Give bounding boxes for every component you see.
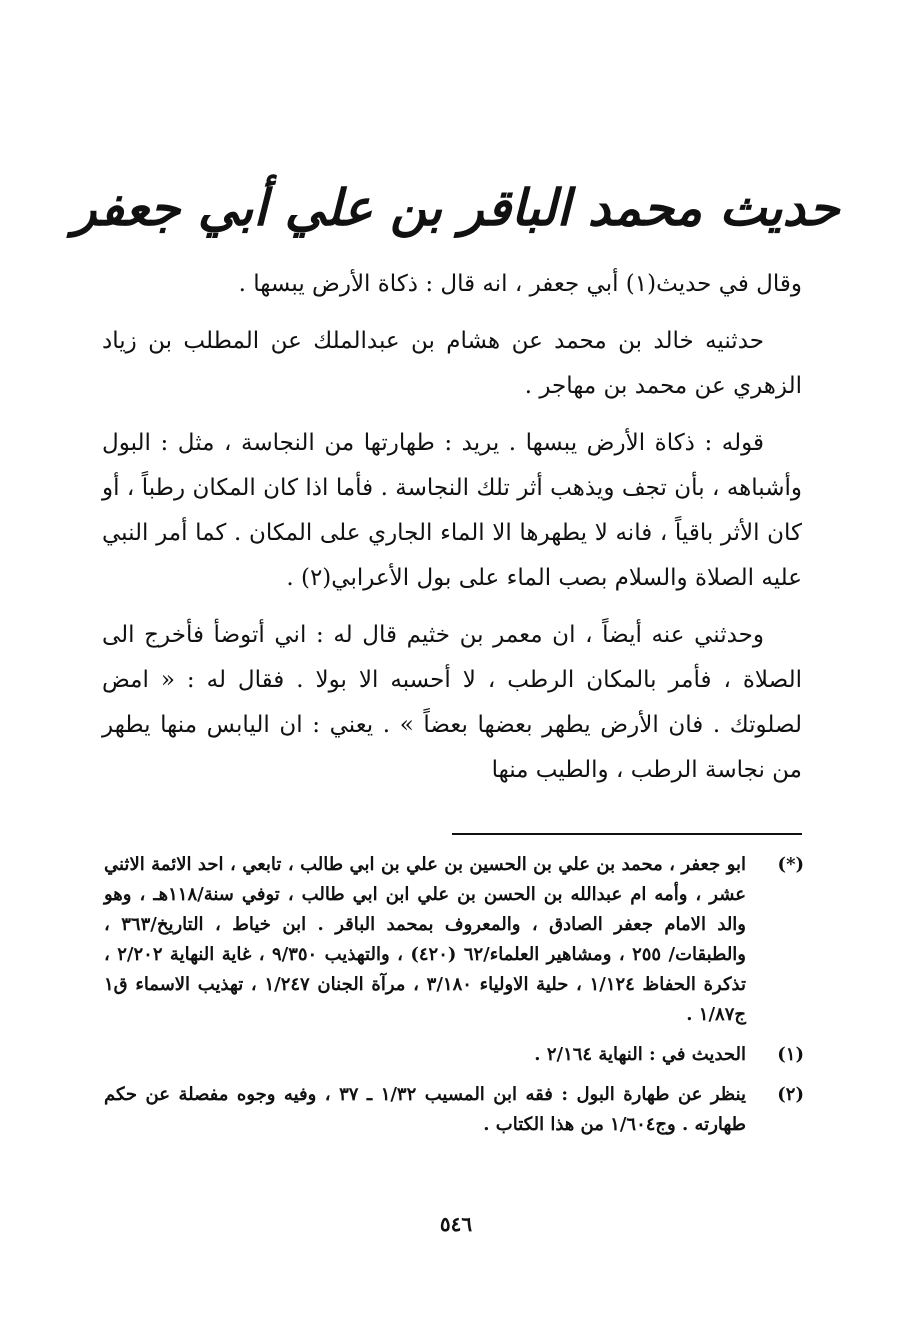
footnote-text: الحديث في : النهاية ٢/١٦٤ . xyxy=(534,1044,746,1065)
footnote-2 xyxy=(104,1080,804,1140)
footnote-text: ينظر عن طهارة البول : فقه ابن المسيب ١/٣٢ ـ ٣٧ ، وفيه وجوه مفصلة عن حكم طهارته . وج١/٦٠٤ من هذا الكتاب . xyxy=(104,1084,747,1135)
footnote-mark: (*) xyxy=(777,854,804,875)
footnote-star xyxy=(104,850,804,1030)
footnote-mark: (١) xyxy=(777,1044,804,1065)
paragraph-3: قوله : ذكاة الأرض يبسها . يريد : طهارتها من النجاسة ، مثل : البول وأشباهه ، بأن تجف ويذهب أثر تلك النجاسة . فأما اذا كان المكان رطباً ، أو كان الأثر باقياً ، فانه لا يطهرها الا الماء الجاري على المكان . كما أمر النبي عليه الصلاة والسلام بصب الماء على بول الأعرابي(٢) . xyxy=(102,430,802,591)
footnote-mark: (٢) xyxy=(777,1084,804,1105)
paragraph-1: وقال في حديث(١) أبي جعفر ، انه قال : ذكاة الأرض يبسها . xyxy=(238,271,802,297)
main-text xyxy=(102,262,802,805)
paragraph-2: حدثنيه خالد بن محمد عن هشام بن عبدالملك عن المطلب بن زياد الزهري عن محمد بن مهاجر . xyxy=(102,328,802,399)
paragraph-4: وحدثني عنه أيضاً ، ان معمر بن خثيم قال له : اني أتوضأ فأخرج الى الصلاة ، فأمر بالمكان الرطب ، لا أحسبه الا بولا . فقال له : « امض لصلوتك . فان الأرض يطهر بعضها بعضاً » . يعني : ان اليابس منها يطهر من نجاسة الرطب ، والطيب منها xyxy=(102,622,802,783)
page-title: حديث محمد الباقر بن علي أبي جعفر xyxy=(72,178,840,237)
footnote-text: ابو جعفر ، محمد بن علي بن الحسين بن علي بن ابي طالب ، تابعي ، احد الائمة الاثني عشر ، وأمه ام عبدالله بن الحسن بن علي ابن ابي طالب ، توفي سنة/١١٨هـ ، وهو والد الامام جعفر الصادق ، والمعروف بمحمد الباقر . ابن خياط ، التاريخ/٣٦٣ ، والطبقات/ ٢٥٥ ، ومشاهير العلماء/٦٢ (٤٢٠) ، والتهذيب ٩/٣٥٠ ، غاية النهاية ٢/٢٠٢ ، تذكرة الحفاظ ١/١٢٤ ، حلية الاولياء ٣/١٨٠ ، مرآة الجنان ١/٢٤٧ ، تهذيب الاسماء ق١ ج١/٨٧ . xyxy=(104,854,747,1025)
footnote-separator xyxy=(452,833,802,835)
page-number: ٥٤٦ xyxy=(439,1212,473,1236)
footnotes xyxy=(104,850,804,1150)
footnote-1 xyxy=(104,1040,804,1070)
